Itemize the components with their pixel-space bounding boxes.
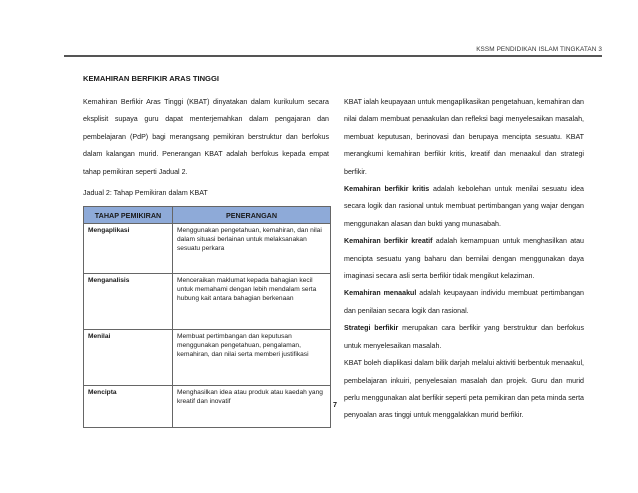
header-level: TAHAP PEMIKIRAN <box>84 207 173 224</box>
kbat-definition: KBAT ialah keupayaan untuk mengaplikasikan pengetahuan, kemahiran dan nilai dalam membuat penaakulan dan refleksi bagi menyelesaikan masalah, membuat keputusan, berinovasi dan berupaya mencipta sesuatu. KBAT merangkumi kemahiran berfikir kritis, kreatif dan menaakul dan strategi berfikir. <box>344 98 584 176</box>
page-number: 7 <box>333 400 337 409</box>
table-row <box>84 386 331 428</box>
level-description: Membuat pertimbangan dan keputusan menggunakan pengetahuan, pengalaman, kemahiran, dan nilai serta memberi justifikasi <box>173 330 331 386</box>
creative-thinking-term: Kemahiran berfikir kreatif <box>344 237 433 246</box>
level-description: Menggunakan pengetahuan, kemahiran, dan nilai dalam situasi berlainan untuk melaksanakan sesuatu perkara <box>173 224 331 274</box>
kbat-application-paragraph: KBAT boleh diaplikasi dalam bilik darjah melalui aktiviti berbentuk menaakul, pembelajaran inkuiri, penyelesaian masalah dan projek. Guru dan murid perlu menggunakan alat berfikir seperti peta pemikiran dan peta minda serta penyoalan aras tinggi untuk menggalakkan murid berfikir. <box>344 359 584 420</box>
header-rule <box>64 55 602 57</box>
left-column <box>83 94 329 181</box>
creative-thinking-paragraph <box>344 233 584 285</box>
right-column <box>344 94 584 425</box>
table-row <box>84 224 331 274</box>
reasoning-paragraph <box>344 285 584 320</box>
intro-paragraph: Kemahiran Berfikir Aras Tinggi (KBAT) dinyatakan dalam kurikulum secara eksplisit supaya guru dapat menterjemahkan dalam pengajaran dan pembelajaran (PdP) bagi merangsang pemikiran berstruktur dan berfokus dalam kalangan murid. Penerangan KBAT adalah berfokus kepada empat tahap pemikiran seperti Jadual 2. <box>83 98 329 176</box>
level-term: Menganalisis <box>84 274 173 330</box>
thinking-strategy-term: Strategi berfikir <box>344 324 399 333</box>
thinking-strategy-paragraph <box>344 320 584 355</box>
table-caption: Jadual 2: Tahap Pemikiran dalam KBAT <box>83 189 208 197</box>
thinking-strategy-text: merupakan cara berfikir yang berstruktur dan berfokus untuk menyelesaikan masalah. <box>344 324 584 350</box>
reasoning-text: adalah keupayaan individu membuat pertimbangan dan penilaian secara logik dan rasional. <box>344 289 584 315</box>
reasoning-term: Kemahiran menaakul <box>344 289 417 298</box>
creative-thinking-text: adalah kemampuan untuk menghasilkan atau mencipta sesuatu yang baharu dan bernilai dengan menggunakan daya imaginasi secara asli serta berfikir tidak mengikut kelaziman. <box>344 237 584 281</box>
thinking-levels-table <box>83 206 331 428</box>
critical-thinking-text: adalah kebolehan untuk menilai sesuatu idea secara logik dan rasional untuk membuat pertimbangan yang wajar dengan menggunakan alasan dan bukti yang munasabah. <box>344 185 584 228</box>
table-header-row <box>84 207 331 224</box>
level-description: Menghasilkan idea atau produk atau kaedah yang kreatif dan inovatif <box>173 386 331 428</box>
level-term: Menilai <box>84 330 173 386</box>
table-row <box>84 330 331 386</box>
critical-thinking-term: Kemahiran berfikir kritis <box>344 185 430 194</box>
level-description: Menceraikan maklumat kepada bahagian kecil untuk memahami dengan lebih mendalam serta hubung kait antara bahagian berkenaan <box>173 274 331 330</box>
level-term: Mengaplikasi <box>84 224 173 274</box>
header-description: PENERANGAN <box>173 207 331 224</box>
critical-thinking-paragraph <box>344 181 584 233</box>
running-header: KSSM PENDIDIKAN ISLAM TINGKATAN 3 <box>476 46 602 53</box>
table-row <box>84 274 331 330</box>
level-term: Mencipta <box>84 386 173 428</box>
section-heading: KEMAHIRAN BERFIKIR ARAS TINGGI <box>83 74 219 83</box>
